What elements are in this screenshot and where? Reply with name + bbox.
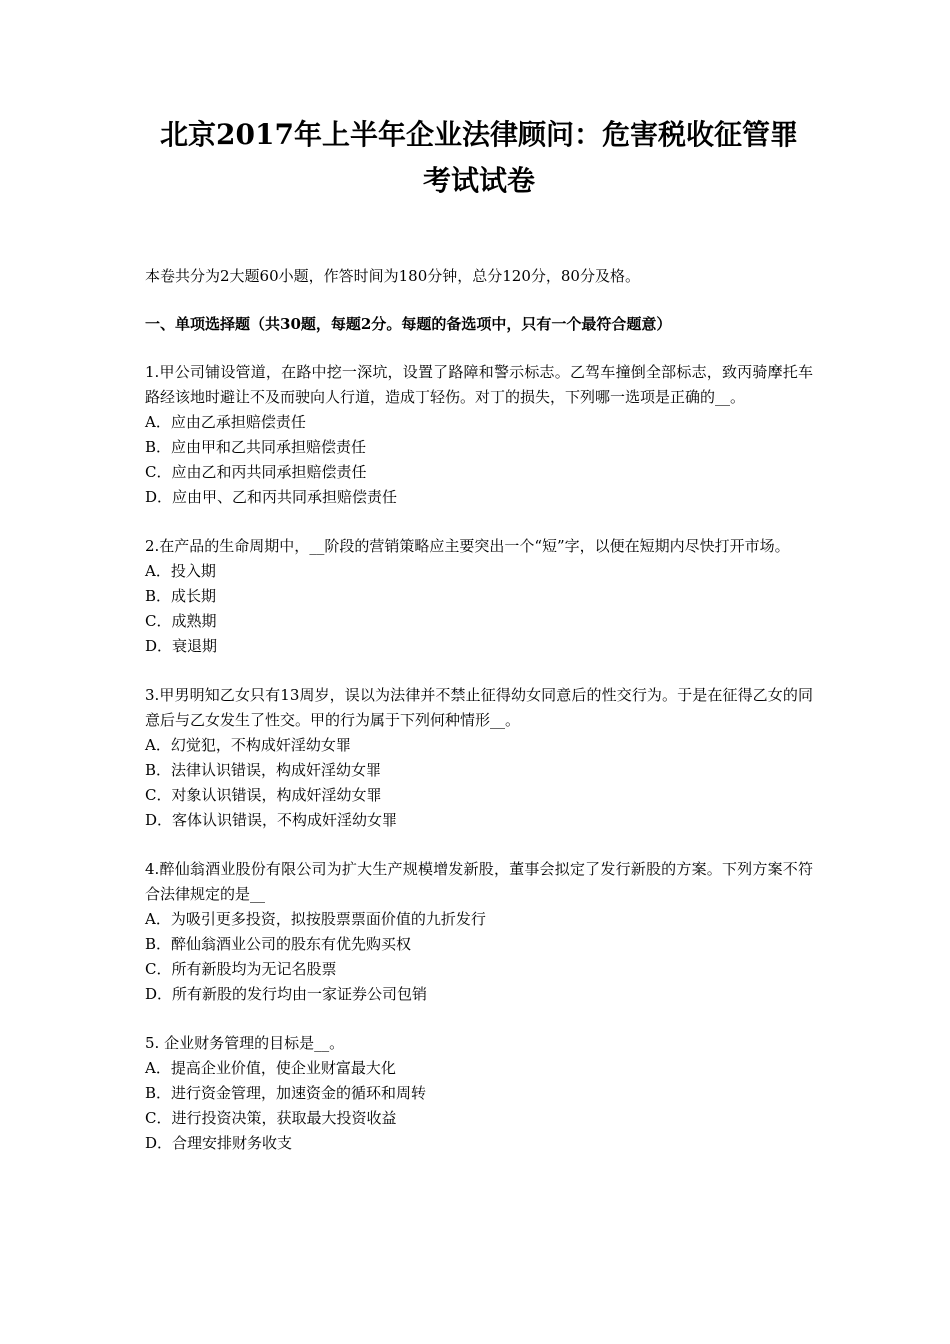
- question-3: [145, 683, 813, 833]
- option-b: B．应由甲和乙共同承担赔偿责任: [145, 438, 367, 456]
- option-a: A．为吸引更多投资，拟按股票票面价值的九折发行: [145, 910, 486, 928]
- option-c: C．所有新股均为无记名股票: [145, 960, 337, 978]
- option-c: C．进行投资决策，获取最大投资收益: [145, 1109, 397, 1127]
- document-title: [145, 112, 813, 204]
- option-c: C．对象认识错误，构成奸淫幼女罪: [145, 786, 382, 804]
- title-line-1: 北京2017年上半年企业法律顾问：危害税收征管罪: [160, 118, 798, 151]
- option-d: D．合理安排财务收支: [145, 1134, 293, 1152]
- option-a: A．投入期: [145, 562, 216, 580]
- option-b: B．法律认识错误，构成奸淫幼女罪: [145, 761, 382, 779]
- option-a: A．提高企业价值，使企业财富最大化: [145, 1059, 396, 1077]
- question-4: [145, 857, 813, 1007]
- title-line-2: 考试试卷: [422, 164, 535, 197]
- option-a: A．应由乙承担赔偿责任: [145, 413, 306, 431]
- question-stem: 5. 企业财务管理的目标是__。: [145, 1034, 345, 1052]
- question-2: [145, 534, 813, 659]
- question-stem: 2.在产品的生命周期中，__阶段的营销策略应主要突出一个“短”字，以便在短期内尽快打开市场。: [145, 537, 790, 555]
- question-stem: 1.甲公司铺设管道，在路中挖一深坑，设置了路障和警示标志。乙驾车撞倒全部标志，致丙骑摩托车路经该地时避让不及而驶向人行道，造成丁轻伤。对丁的损失，下列哪一选项是正确的__。: [145, 363, 813, 406]
- question-stem: 3.甲男明知乙女只有13周岁，误以为法律并不禁止征得幼女同意后的性交行为。于是在征得乙女的同意后与乙女发生了性交。甲的行为属于下列何种情形__。: [145, 686, 813, 729]
- document-page: [145, 112, 813, 1156]
- option-d: D．所有新股的发行均由一家证券公司包销: [145, 985, 428, 1003]
- option-b: B．进行资金管理，加速资金的循环和周转: [145, 1084, 427, 1102]
- question-1: [145, 360, 813, 510]
- option-d: D．应由甲、乙和丙共同承担赔偿责任: [145, 488, 398, 506]
- question-5: [145, 1031, 813, 1156]
- question-stem: 4.醉仙翁酒业股份有限公司为扩大生产规模增发新股，董事会拟定了发行新股的方案。下列方案不符合法律规定的是__: [145, 860, 813, 903]
- option-b: B．醉仙翁酒业公司的股东有优先购买权: [145, 935, 412, 953]
- option-c: C．应由乙和丙共同承担赔偿责任: [145, 463, 367, 481]
- option-c: C．成熟期: [145, 612, 217, 630]
- option-b: B．成长期: [145, 587, 217, 605]
- exam-intro: 本卷共分为2大题60小题，作答时间为180分钟，总分120分，80分及格。: [145, 267, 640, 285]
- option-a: A．幻觉犯，不构成奸淫幼女罪: [145, 736, 351, 754]
- option-d: D．衰退期: [145, 637, 218, 655]
- option-d: D．客体认识错误，不构成奸淫幼女罪: [145, 811, 398, 829]
- section-heading: 一、单项选择题（共30题，每题2分。每题的备选项中，只有一个最符合题意）: [145, 315, 672, 333]
